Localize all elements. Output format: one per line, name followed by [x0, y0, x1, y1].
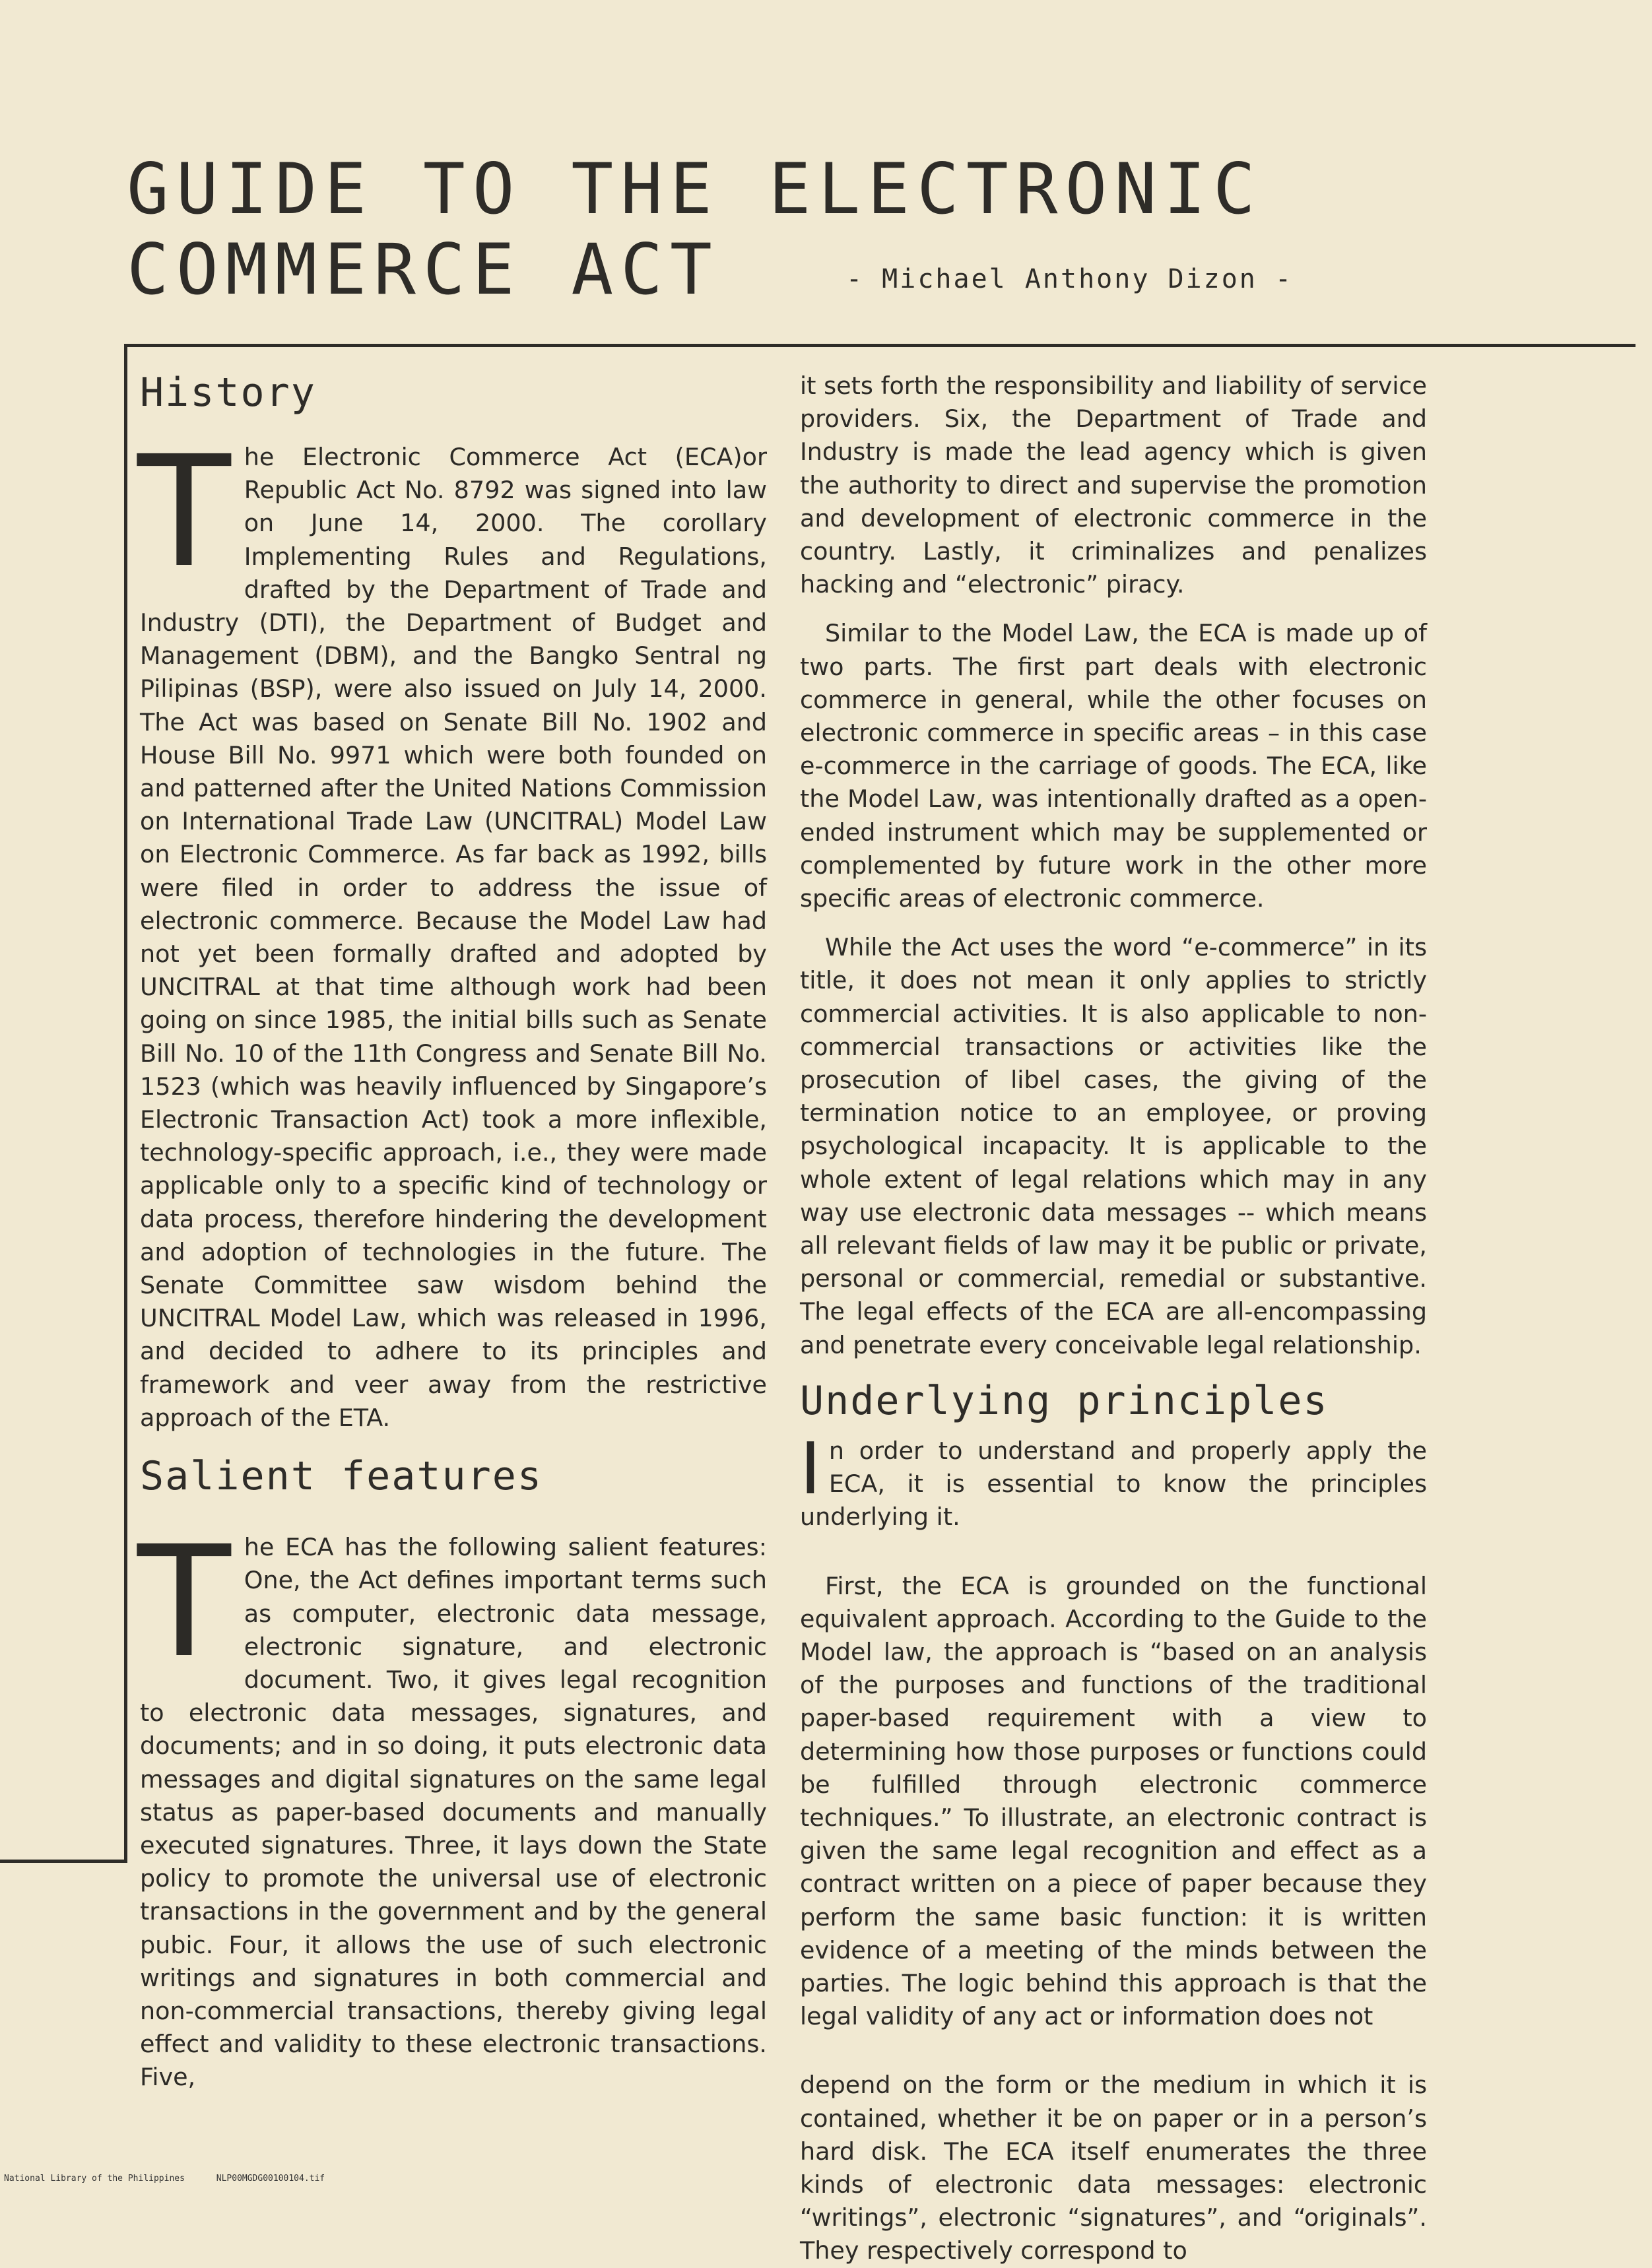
history-dropcap: T	[137, 423, 231, 601]
footer-file-id: NLP00MGDG00100104.tif	[216, 2174, 325, 2184]
salient-dropcap: T	[137, 1513, 231, 1692]
author-byline: - Michael Anthony Dizon -	[846, 264, 1294, 294]
title-line-1: GUIDE TO THE ELECTRONIC	[127, 148, 1263, 230]
heading-underlying-principles: Underlying principles	[800, 1377, 1329, 1424]
title-line-2: COMMERCE ACT	[127, 229, 719, 310]
history-paragraph	[137, 423, 767, 1435]
salient-paragraph	[137, 1513, 767, 2094]
frame-rule-top	[124, 344, 1635, 347]
right-column	[800, 370, 1427, 2265]
underlying-dropcap: I	[800, 1427, 821, 1510]
salient-text: he ECA has the following salient features: One, the Act defines important terms such as computer, electronic data message, electronic signature, and electronic document. Two, it gives legal recognition to electronic data messages, signatures, and documents; and in so doing, it puts electronic data messages and digital signatures on the same legal status as paper-based documents and manually executed signatures. Three, it lays down the State policy to promote the universal use of electronic transactions in the government and by the general pubic. Four, it allows the use of such electronic writings and signatures in both commercial and non-commercial transactions, thereby giving legal effect and validity to these electronic transactions. Five,	[140, 1533, 767, 2092]
heading-salient-features: Salient features	[140, 1453, 543, 1500]
salient-paragraph-3: While the Act uses the word “e-commerce” in its title, it does not mean it only applies to strictly commercial activities. It is also applicable to non-commercial transactions or activities like the prosecution of libel cases, the giving of the termination notice to an employee, or proving psychological incapacity. It is applicable to the whole extent of legal relations which may in any way use electronic data messages -- which means all relevant fields of law may it be public or private, personal or commercial, remedial or substantive. The legal effects of the ECA are all-encompassing and penetrate every conceivable legal relationship.	[800, 933, 1427, 1359]
history-text: he Electronic Commerce Act (ECA)or Republic Act No. 8792 was signed into law on June 14, 2000. The corollary Implementing Rules and Regulations, drafted by the Department of Trade and Industry (DTI), the Department of Budget and Management (DBM), and the Bangko Sentral ng Pilipinas (BSP), were also issued on July 14, 2000. The Act was based on Senate Bill No. 1902 and House Bill No. 9971 which were both founded on and patterned after the United Nations Commission on International Trade Law (UNCITRAL) Model Law on Electronic Commerce. As far back as 1992, bills were filed in order to address the issue of electronic commerce. Because the Model Law had not yet been formally drafted and adopted by UNCITRAL at that time although work had been going on since 1985, the initial bills such as Senate Bill No. 10 of the 11th Congress and Senate Bill No. 1523 (which was heavily influenced by Singapore’s Electronic Transaction Act) took a more inflexible, technology-specific approach, i.e., they were made applicable only to a specific kind of technology or data process, therefore hindering the development and adoption of technologies in the future. The Senate Committee saw wisdom behind the UNCITRAL Model Law, which was released in 1996, and decided to adhere to its principles and framework and veer away from the restrictive approach of the ETA.	[140, 443, 767, 1432]
underlying-paragraph-2: First, the ECA is grounded on the functional equivalent approach. According to the Guide to the Model law, the approach is “based on an analysis of the purposes and functions of the traditional paper-based requirement with a view to determining how those purposes or functions could be fulfilled through electronic commerce techniques.” To illustrate, an electronic contract is given the same legal recognition and effect as a contract written on a piece of paper because they perform the same basic function: it is written evidence of a meeting of the minds between the parties. The logic behind this approach is that the legal validity of any act or information does not	[800, 1571, 1427, 2031]
footer-library: National Library of the Philippines	[4, 2174, 185, 2184]
salient-continued: it sets forth the responsibility and liability of service providers. Six, the Department of Trade and Industry is made the lead agency which is given the authority to direct and supervise the promotion and development of electronic commerce in the country. Lastly, it criminalizes and penalizes hacking and “electronic” piracy.	[800, 372, 1427, 599]
column-gap-2	[800, 2049, 1427, 2069]
frame-rule-foot	[0, 1860, 127, 1863]
heading-history: History	[140, 370, 316, 416]
scan-footer	[4, 2174, 351, 2184]
left-column	[137, 370, 767, 2092]
column-gap	[800, 1550, 1427, 1570]
frame-rule-left	[124, 344, 127, 1863]
underlying-intro-text: n order to understand and properly apply the ECA, it is essential to know the principles underlying it.	[800, 1436, 1427, 1532]
salient-paragraph-2: Similar to the Model Law, the ECA is made up of two parts. The first part deals with electronic commerce in general, while the other focuses on electronic commerce in specific areas – in this case e-commerce in the carriage of goods. The ECA, like the Model Law, was intentionally drafted as a open-ended instrument which may be supplemented or complemented by future work in the other more specific areas of electronic commerce.	[800, 619, 1427, 913]
underlying-intro	[800, 1427, 1427, 1534]
underlying-paragraph-2-continued: depend on the form or the medium in which it is contained, whether it be on paper or in a person’s hard disk. The ECA itself enumerates the three kinds of electronic data messages: electronic “writings”, electronic “signatures”, and “originals”. They respectively correspond to	[800, 2071, 1427, 2265]
